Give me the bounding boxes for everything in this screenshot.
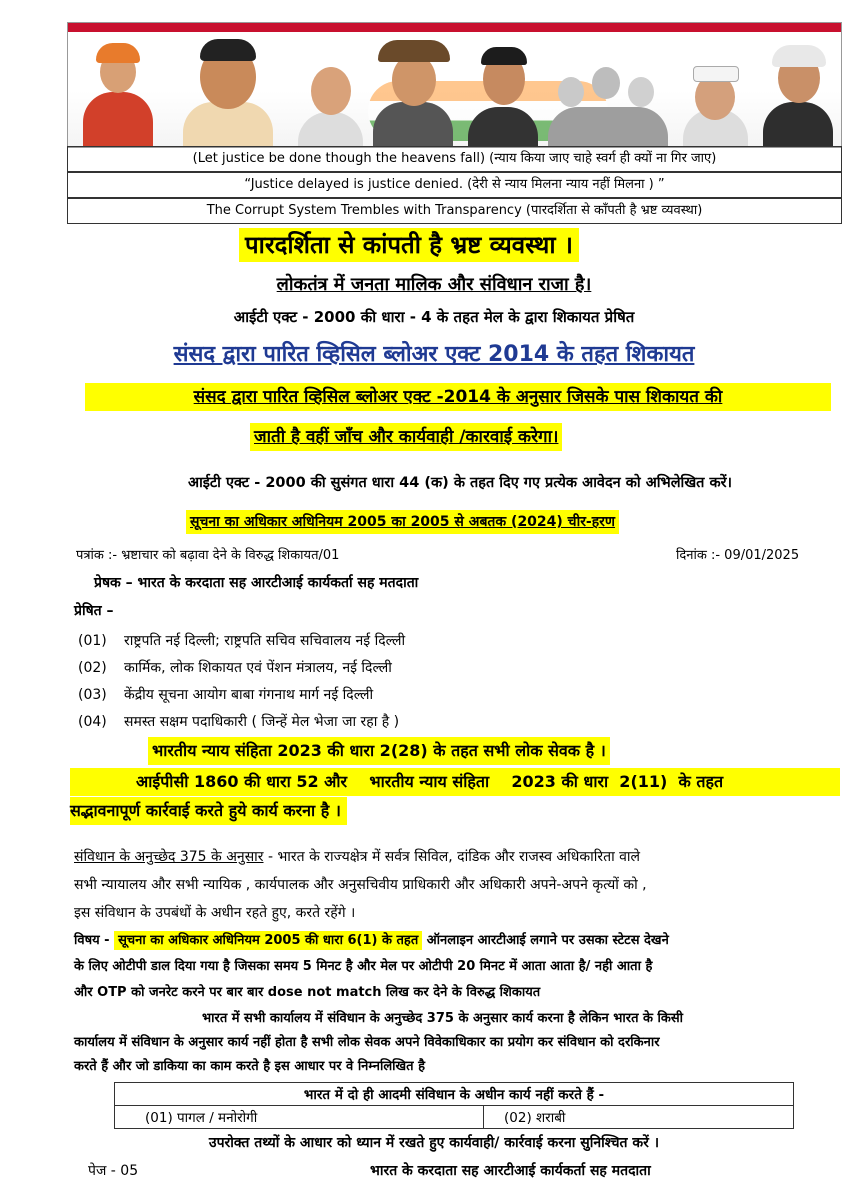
subject-label: विषय - <box>74 933 110 948</box>
closing-line: उपरोक्त तथ्यों के आधार को ध्यान में रखते हुए कार्यवाही/ कार्रवाई करना सुनिश्चित करें । <box>208 1135 660 1151</box>
subject-line-2: के लिए ओटीपी डाल दिया गया है जिसका समय 5 मिनट है और मेल पर ओटीपी 20 मिनट में आता आता है/ नही आता है <box>74 959 653 974</box>
headline: पारदर्शिता से कांपती है भ्रष्ट व्यवस्था । <box>239 228 579 262</box>
public-servant-line: भारतीय न्याय संहिता 2023 की धारा 2(28) के तहत सभी लोक सेवक है । <box>148 737 610 765</box>
recipient-text: राष्ट्रपति नई दिल्ली; राष्ट्रपति सचिव सचिवालय नई दिल्ली <box>124 633 406 649</box>
ipc-line-2: सद्भावनापूर्ण कार्रवाई करते हुये कार्य करना है । <box>70 797 347 825</box>
subject-highlight: सूचना का अधिकार अधिनियम 2005 की धारा 6(1) के तहत <box>114 931 422 950</box>
recipient-item <box>78 685 373 704</box>
subject-line-1 <box>74 930 669 952</box>
motto-row-2: “Justice delayed is justice denied. (देरी से न्याय मिलना न्याय नहीं मिलना ) ” <box>67 172 842 198</box>
header-banner <box>67 22 842 148</box>
table-header: भारत में दो ही आदमी संविधान के अधीन कार्य नहीं करते हैं - <box>115 1083 794 1106</box>
recipient-text: कार्मिक, लोक शिकायत एवं पेंशन मंत्रालय, नई दिल्ली <box>124 660 392 676</box>
recipient-text: केंद्रीय सूचना आयोग बाबा गंगनाथ मार्ग नई दिल्ली <box>124 687 374 703</box>
recipient-item <box>78 712 399 731</box>
portrait-7 <box>758 37 838 147</box>
rti-banner: सूचना का अधिकार अधिनियम 2005 का 2005 से अबतक (2024) चीर-हरण <box>186 510 619 534</box>
portrait-group <box>548 47 668 147</box>
whistle-title: संसद द्वारा पारित व्हिसिल ब्लोअर एक्ट 2014 के तहत शिकायत <box>173 342 695 367</box>
subject-text: ऑनलाइन आरटीआई लगाने पर उसका स्टेटस देखने <box>422 933 669 948</box>
recipient-item <box>78 631 405 650</box>
letter-date: दिनांक :- 09/01/2025 <box>676 548 800 563</box>
portrait-5 <box>463 37 543 147</box>
table-row <box>115 1106 794 1129</box>
recipient-number: (04) <box>78 714 107 730</box>
paragraph-line-3: करते हैं और जो डाकिया का काम करते है इस आधार पर वे निम्नलिखित है <box>74 1059 426 1074</box>
article-label: संविधान के अनुच्छेद 375 के अनुसार <box>74 849 264 865</box>
recipient-number: (02) <box>78 660 107 676</box>
portrait-6 <box>678 52 753 147</box>
whistle-line-2: जाती है वहीं जाँच और कार्यवाही /कारवाई करेगा। <box>250 423 562 451</box>
sender-line: प्रेषक – भारत के करदाता सह आरटीआई कार्यकर्ता सह मतदाता <box>94 575 419 591</box>
article-line-2: सभी न्यायालय और सभी न्यायिक , कार्यपालक और अनुसचिवीय प्राधिकारी और अधिकारी अपने-अपने कृत्यों को , <box>74 877 647 893</box>
record-line: आईटी एक्ट - 2000 की सुसंगत धारा 44 (क) के तहत दिए गए प्रत्येक आवेदन को अभिलेखित करें। <box>187 475 733 491</box>
recipient-text: समस्त सक्षम पदाधिकारी ( जिन्हें मेल भेजा जा रहा है ) <box>124 714 400 730</box>
letter-number: पत्रांक :- भ्रष्टाचार को बढ़ावा देने के विरुद्ध शिकायत/01 <box>76 548 340 563</box>
category-table <box>114 1082 794 1129</box>
table-row <box>115 1083 794 1106</box>
it-act-line: आईटी एक्ट - 2000 की धारा - 4 के तहत मेल के द्वारा शिकायत प्रेषित <box>233 308 635 326</box>
portrait-4 <box>368 32 458 147</box>
article-paragraph <box>74 846 640 868</box>
portrait-3 <box>293 57 368 147</box>
recipient-item <box>78 658 392 677</box>
table-cell: (02) शराबी <box>484 1106 794 1129</box>
article-line-3: इस संविधान के उपबंधों के अधीन रहते हुए, करते रहेंगे । <box>74 905 356 921</box>
ipc-line-1: आईपीसी 1860 की धारा 52 और भारतीय न्याय संहिता 2023 की धारा 2(11) के तहत <box>70 768 840 796</box>
democracy-line: लोकतंत्र में जनता मालिक और संविधान राजा है। <box>276 274 592 295</box>
article-text: - भारत के राज्यक्षेत्र में सर्वत्र सिविल, दांडिक और राजस्व अधिकारिता वाले <box>263 849 641 865</box>
portrait-1 <box>78 37 158 147</box>
recipient-number: (01) <box>78 633 107 649</box>
paragraph-line-1: भारत में सभी कार्यालय में संविधान के अनुच्छेद 375 के अनुसार कार्य करना है लेकिन भारत के किसी <box>202 1011 684 1026</box>
whistle-line-1: संसद द्वारा पारित व्हिसिल ब्लोअर एक्ट -2014 के अनुसार जिसके पास शिकायत की <box>85 383 831 411</box>
motto-row-1: (Let justice be done though the heavens fall) (न्याय किया जाए चाहे स्वर्ग ही क्यों ना गिर जाए) <box>67 146 842 172</box>
paragraph-line-2: कार्यालय में संविधान के अनुसार कार्य नहीं होता है सभी लोक सेवक अपने विवेकाधिकार का प्रयोग कर संविधान को दरकिनार <box>74 1035 660 1050</box>
portrait-2 <box>178 27 278 147</box>
page-number: पेज - 05 <box>88 1163 139 1179</box>
table-cell: (01) पागल / मनोरोगी <box>115 1106 484 1129</box>
motto-row-3: The Corrupt System Trembles with Transparency (पारदर्शिता से काँपती है भ्रष्ट व्यवस्था) <box>67 198 842 224</box>
footer-signature: भारत के करदाता सह आरटीआई कार्यकर्ता सह मतदाता <box>370 1163 651 1179</box>
recipients-label: प्रेषित – <box>74 603 114 619</box>
subject-line-3: और OTP को जनरेट करने पर बार बार dose not match लिख कर देने के विरुद्ध शिकायत <box>74 985 541 1000</box>
recipient-number: (03) <box>78 687 107 703</box>
